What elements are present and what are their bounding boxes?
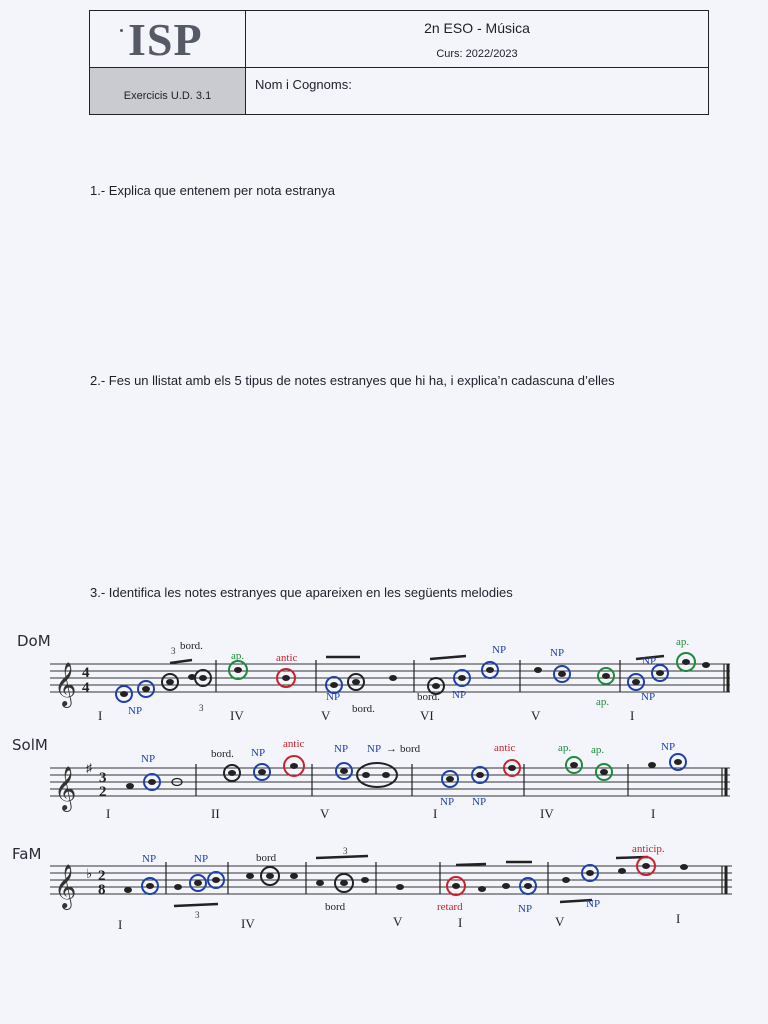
- m2-ann-np-2: NP: [251, 747, 266, 759]
- m3-ann-np-2: NP: [194, 853, 209, 865]
- melody-1-score: [0, 630, 768, 730]
- m2-chord-5: IV: [540, 806, 554, 821]
- question-3: 3.- Identifica les notes estranyes que apareixen en les següents melodies: [90, 585, 513, 600]
- melody-2-time-top: 3: [99, 770, 107, 786]
- name-label: Nom i Cognoms:: [255, 77, 352, 92]
- melody-3-time-bottom: 8: [98, 882, 106, 898]
- m2-chord-1: I: [106, 806, 111, 821]
- m2-ann-np-7: NP: [472, 796, 487, 808]
- m1-ann-bord-3: bord.: [417, 691, 440, 703]
- m3-chord-4: I: [458, 915, 463, 930]
- m3-chord-6: I: [676, 911, 681, 926]
- m1-ann-np-5: NP: [452, 689, 467, 701]
- m2-ann-ap-1: ap.: [558, 742, 572, 754]
- m2-chord-4: I: [433, 806, 438, 821]
- m1-ann-np-6: NP: [641, 691, 656, 703]
- exercise-cell: [90, 68, 246, 114]
- m3-chord-1: I: [118, 917, 123, 932]
- melody-1-tuplet-bottom: 3: [199, 703, 204, 713]
- m2-chord-2: II: [211, 806, 220, 821]
- m2-ann-bord-1: bord.: [211, 748, 234, 760]
- m1-ann-np-1: NP: [128, 705, 143, 717]
- m2-chord-6: I: [651, 806, 656, 821]
- course-title: 2n ESO - Música: [424, 20, 530, 36]
- m2-chord-3: V: [320, 806, 330, 821]
- m1-ann-bord-2: bord.: [352, 703, 375, 715]
- melody-2-time-bottom: 2: [99, 784, 107, 800]
- m3-ann-bord-2: bord: [325, 901, 346, 913]
- m3-chord-2: IV: [241, 916, 255, 931]
- m1-ann-np-2: NP: [326, 691, 341, 703]
- exercise-label: Exercicis U.D. 3.1: [123, 90, 212, 102]
- melody-3-key: FaM: [12, 845, 42, 863]
- m2-ann-bord-2: bord: [400, 743, 421, 755]
- melody-1-time-bottom: 4: [82, 680, 90, 696]
- m3-ann-anticip: anticip.: [632, 843, 665, 855]
- course-cell: [246, 11, 708, 68]
- question-2: 2.- Fes un llistat amb els 5 tipus de notes estranyes que hi ha, i explica’n cadascuna d’elles: [90, 373, 615, 388]
- school-logo: ISP: [128, 14, 203, 65]
- m2-ann-ap-2: ap.: [591, 744, 605, 756]
- m1-ann-antic: antic: [276, 652, 298, 664]
- melody-3-staff: [50, 866, 732, 894]
- treble-clef-icon: 𝄞: [54, 664, 77, 706]
- m1-chord-3: V: [321, 708, 331, 723]
- flat-icon: ♭: [86, 866, 93, 881]
- m3-ann-retard: retard: [437, 901, 463, 913]
- melody-2-key: SolM: [12, 736, 48, 754]
- melody-1-key: DoM: [17, 632, 51, 650]
- m1-ann-np-7: NP: [642, 655, 657, 667]
- question-1: 1.- Explica que entenem per nota estranya: [90, 183, 335, 198]
- m3-chord-3: V: [393, 914, 403, 929]
- m2-ann-np-3: NP: [334, 743, 349, 755]
- m2-ann-np-6: NP: [440, 796, 455, 808]
- m2-ann-np-4: NP: [367, 743, 382, 755]
- m2-ann-np-5: NP: [661, 741, 676, 753]
- m3-chord-5: V: [555, 914, 565, 929]
- m1-chord-6: I: [630, 708, 635, 723]
- header-table: [89, 10, 709, 115]
- m1-chord-1: I: [98, 708, 103, 723]
- logo-cell: [90, 11, 246, 68]
- melody-3-tuplet-bottom: 3: [195, 910, 200, 920]
- melody-1-tuplet-top: 3: [171, 646, 176, 656]
- course-year: Curs: 2022/2023: [436, 48, 518, 60]
- melody-2-score: [0, 734, 768, 834]
- m2-ann-antic-2: antic: [494, 742, 516, 754]
- m1-ann-bord-1: bord.: [180, 640, 203, 652]
- melody-3-score: [0, 840, 768, 940]
- m1-ann-ap-1: ap.: [231, 650, 245, 662]
- m2-ann-np-1: NP: [141, 753, 156, 765]
- m3-ann-np-1: NP: [142, 853, 157, 865]
- melody-3-tuplet-top: 3: [343, 846, 348, 856]
- sharp-icon: ♯: [86, 761, 92, 775]
- m3-ann-bord-1: bord: [256, 852, 277, 864]
- m1-ann-np-3: NP: [492, 644, 507, 656]
- logo-dot: [120, 29, 123, 32]
- treble-clef-icon: 𝄞: [54, 768, 77, 810]
- m1-chord-4: VI: [420, 708, 434, 723]
- m1-ann-np-4: NP: [550, 647, 565, 659]
- melody-3-time-top: 2: [98, 868, 106, 884]
- m1-ann-ap-2: ap.: [596, 696, 610, 708]
- m2-ann-arrow: →: [386, 743, 397, 755]
- m2-ann-antic-1: antic: [283, 738, 305, 750]
- m1-chord-5: V: [531, 708, 541, 723]
- name-cell[interactable]: [246, 68, 708, 114]
- m3-ann-np-4: NP: [586, 898, 601, 910]
- m1-ann-ap-3: ap.: [676, 636, 690, 648]
- m3-ann-np-3: NP: [518, 903, 533, 915]
- m1-chord-2: IV: [230, 708, 244, 723]
- melody-1-time-top: 4: [82, 665, 90, 681]
- treble-clef-icon: 𝄞: [54, 866, 77, 908]
